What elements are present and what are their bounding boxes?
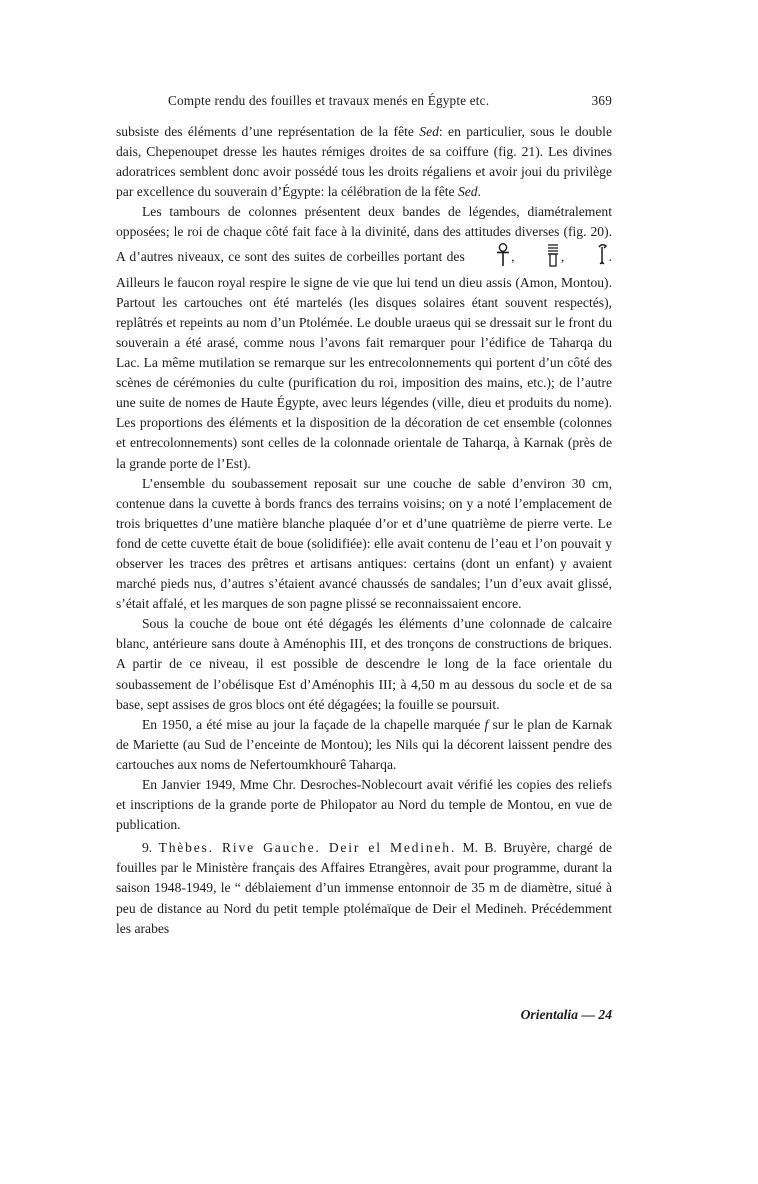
paragraph: En 1950, a été mise au jour la façade de la chapelle marquée f sur le plan de Karnak de Mariette (au Sud de l’enceinte de Montou); les Nils qui la décorent laissent pendre des cartouches aux noms de Nefertoumkhourê Taharqa.: [116, 716, 612, 772]
emphasis: Sed: [419, 124, 439, 139]
section-number: 9.: [142, 840, 159, 856]
ankh-hieroglyph-icon: [470, 243, 510, 273]
paragraph: L’ensemble du soubassement reposait sur une couche de sable d’environ 30 cm, contenue dans la cuvette à bords francs des terrains voisins; on y a noté l’emplacement de trois briquettes d’une matière blanche plaquée d’or et d’une quatrième de pierre verte. Le fond de cette cuvette était de boue (solidifiée): elle avait contenu de l’eau et l’on pouvait y observer les traces des prêtres et artisans antiques: certains (dont un enfant) y avaient marché pieds nus, d’autres s’étaient avancé chaussés de sandales; l’un d’eux avait glissé, s’était affalé, et les marques de son pagne plissé se reconnaissaient encore.: [116, 475, 612, 612]
emphasis: f: [484, 716, 489, 732]
page-number: 369: [591, 93, 612, 108]
paragraph: 9. Thèbes. Rive Gauche. Deir el Medineh. M. B. Bruyère, chargé de fouilles par le Ministère français des Affaires Etrangères, avait pour programme, durant la saison 1948-1949, le “ déblaiement d’un immense entonnoir de 35 m de diamètre, situé à peu de distance au Nord du petit temple ptolémaïque de Deir el Medineh. Précédemment les arabes: [116, 840, 613, 936]
section-heading: Thèbes. Rive Gauche. Deir el Medineh.: [158, 840, 457, 856]
paragraph: Sous la couche de boue ont été dégagés les éléments d’une colonnade de calcaire blanc, antérieure sans doute à Aménophis III, et des tronçons de constructions de briques. A partir de ce niveau, il est possible de descendre le long de la face orientale du soubassement de l’obélisque Est d’Aménophis III; à 4,50 m au dessous du socle et de sa base, sept assises de gros blocs ont été dégagées; la fouille se poursuit.: [116, 616, 612, 712]
djed-hieroglyph-icon: [520, 243, 560, 273]
body-text: [116, 122, 612, 939]
running-title: Compte rendu des fouilles et travaux menés en Égypte etc.: [168, 93, 490, 108]
footer-signature: Orientalia — 24: [520, 1007, 612, 1022]
paragraph: En Janvier 1949, Mme Chr. Desroches-Noblecourt avait vérifié les copies des reliefs et inscriptions de la grande porte de Philopator au Nord du temple de Montou, en vue de publication.: [116, 777, 612, 833]
paragraph: Les tambours de colonnes présentent deux bandes de légendes, diamétralement opposées; le roi de chaque côté fait face à la divinité, dans des attitudes diverses (fig. 20). A d’autres niveaux, ce sont des suites de corbeilles portant des , , . Ailleurs le faucon royal respire le signe de vie que lui tend un dieu assis (Amon, Montou). Partout les cartouches ont été martelés (les disques solaires étant souvent respectés), replâtrés et repeints au nom d’un Ptolémée. Le double uraeus qui se dressait sur le front du souverain a été arasé, comme nous l’avons fait remarquer pour l’édifice de Taharqa du Lac. La même mutilation se remarque sur les entrecolonnements qui portent d’un côté des scènes de cérémonies du culte (purification du roi, imposition des mains, etc.); de l’autre une suite de nomes de Haute Égypte, avec leurs légendes (ville, dieu et produits du nome). Les proportions des éléments et la disposition de la décoration de cet ensemble (colonnes et entrecolonnements) sont celles de la colonnade orientale de Taharqa, à Karnak (près de la grande porte de l’Est).: [116, 204, 612, 471]
emphasis: Sed: [457, 184, 478, 200]
paragraph: subsiste des éléments d’une représentation de la fête Sed: en particulier, sous le double dais, Chepenoupet dresse les hautes rémiges droites de sa coiffure (fig. 21). Les divines adoratrices semblent donc avoir possédé tous les droits régaliens et avoir joui du privilège par excellence du souverain d’Égypte: la célébration de la fête Sed.: [116, 124, 612, 200]
was-hieroglyph-icon: [570, 243, 608, 273]
